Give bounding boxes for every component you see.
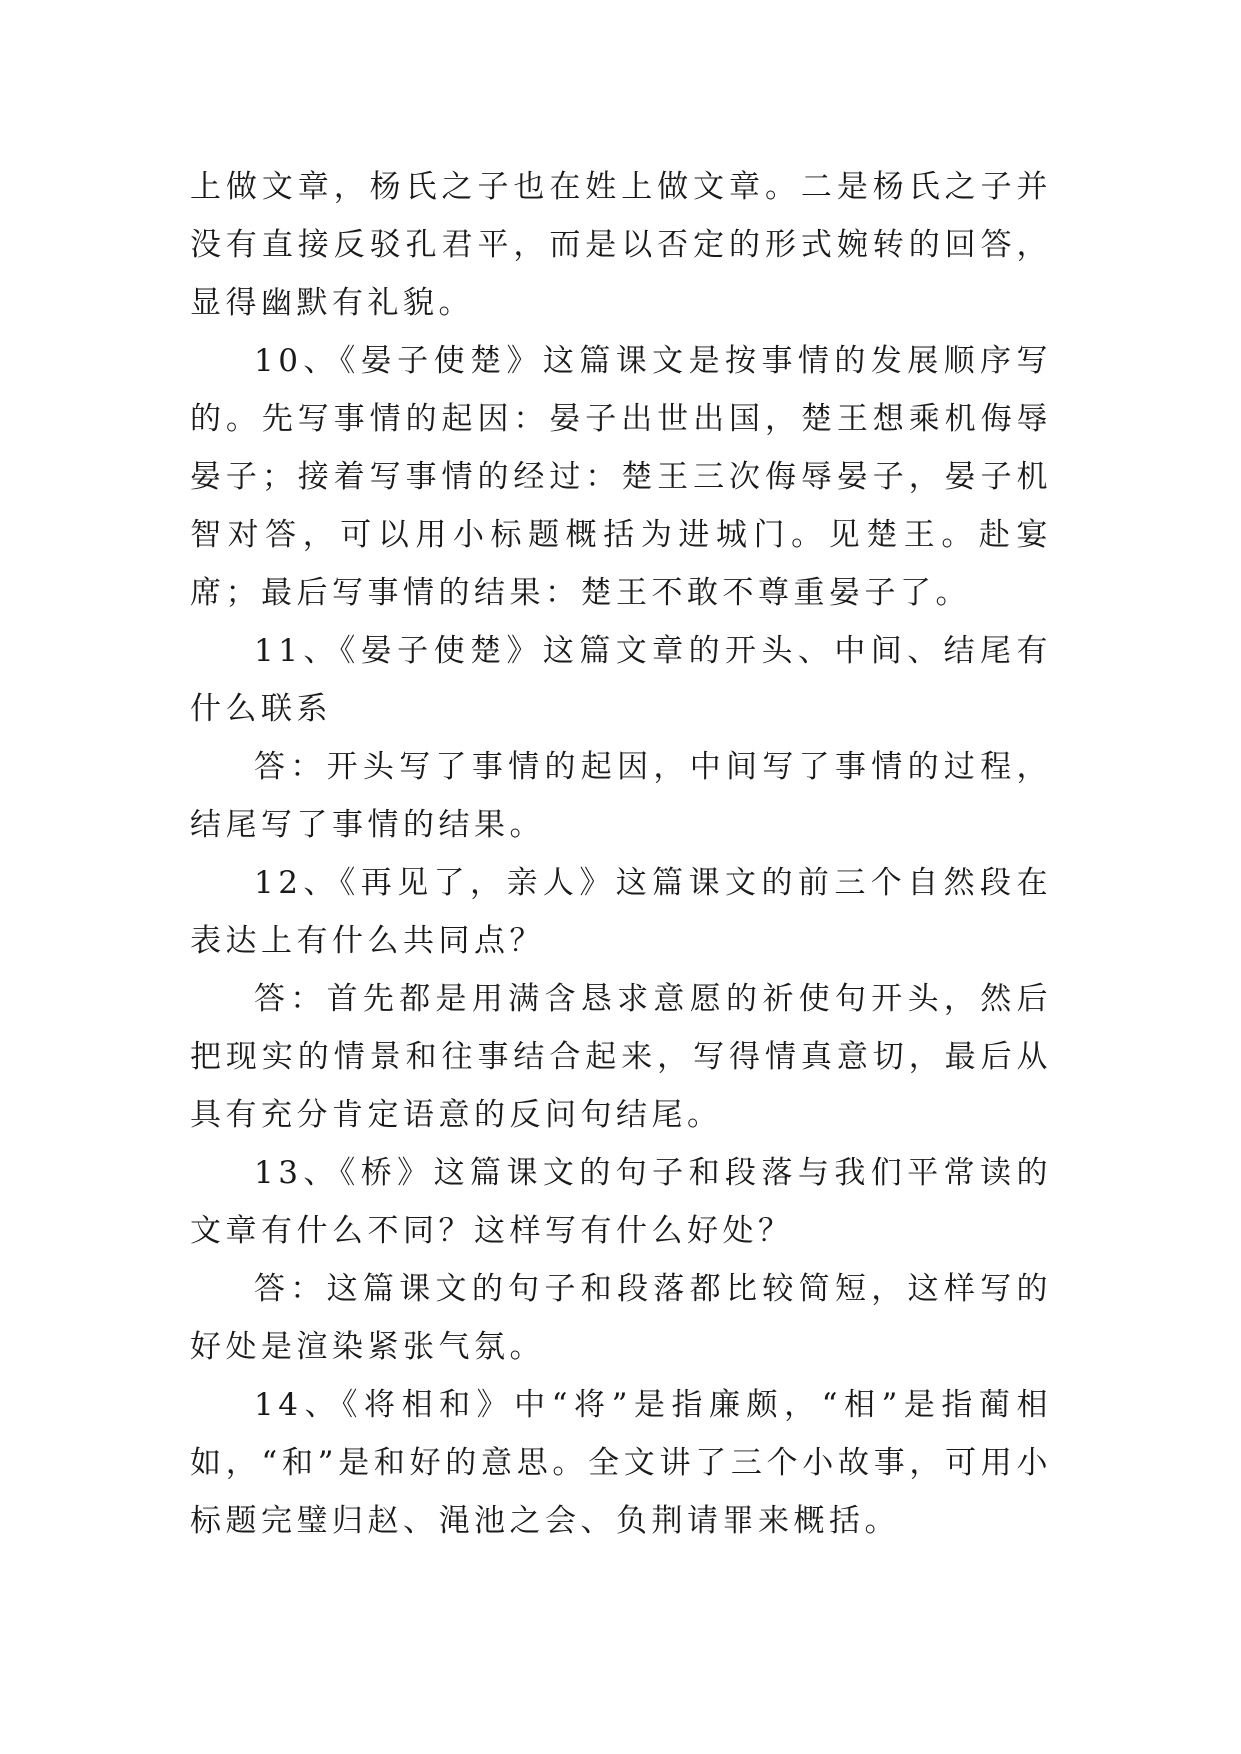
paragraph-item-14: 14、《将相和》中“将”是指廉颇，“相”是指蔺相如，“和”是和好的意思。全文讲了三个小故事，可用小标题完璧归赵、渑池之会、负荆请罪来概括。 — [190, 1387, 1052, 1539]
document-body — [190, 158, 1052, 1550]
paragraph-item-12-question: 12、《再见了，亲人》这篇课文的前三个自然段在表达上有什么共同点？ — [190, 865, 1052, 959]
paragraph-item-13-question: 13、《桥》这篇课文的句子和段落与我们平常读的文章有什么不同？这样写有什么好处？ — [190, 1155, 1052, 1249]
paragraph-item-11-answer: 答：开头写了事情的起因，中间写了事情的过程，结尾写了事情的结果。 — [190, 749, 1052, 843]
paragraph-item-12-answer: 答：首先都是用满含恳求意愿的祈使句开头，然后把现实的情景和往事结合起来，写得情真意切，最后从具有充分肯定语意的反问句结尾。 — [190, 981, 1052, 1133]
paragraph-item-10: 10、《晏子使楚》这篇课文是按事情的发展顺序写的。先写事情的起因：晏子出世出国，楚王想乘机侮辱晏子；接着写事情的经过：楚王三次侮辱晏子，晏子机智对答，可以用小标题概括为进城门。见楚王。赴宴席；最后写事情的结果：楚王不敢不尊重晏子了。 — [190, 343, 1052, 611]
paragraph-continuation: 上做文章，杨氏之子也在姓上做文章。二是杨氏之子并没有直接反驳孔君平，而是以否定的形式婉转的回答，显得幽默有礼貌。 — [190, 169, 1052, 321]
paragraph-item-11-question: 11、《晏子使楚》这篇文章的开头、中间、结尾有什么联系 — [190, 633, 1052, 727]
paragraph-item-13-answer: 答：这篇课文的句子和段落都比较简短，这样写的好处是渲染紧张气氛。 — [190, 1271, 1052, 1365]
